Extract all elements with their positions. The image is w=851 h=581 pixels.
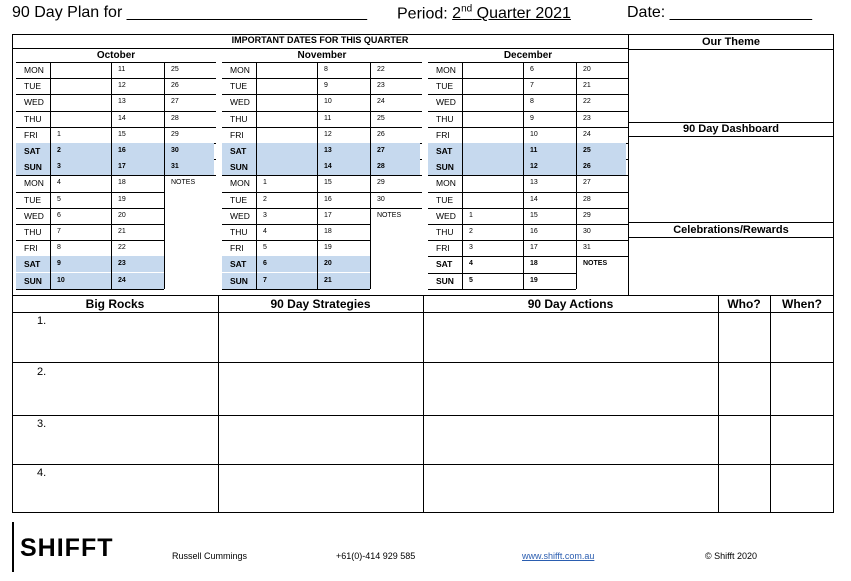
notes-label: NOTES bbox=[171, 179, 196, 187]
date-cell: 23 bbox=[118, 260, 126, 268]
calendar-row bbox=[222, 159, 422, 175]
weekend-shade bbox=[16, 159, 214, 175]
date-cell: 26 bbox=[171, 82, 179, 90]
date-cell: 9 bbox=[324, 82, 328, 90]
date-value[interactable]: ________________ bbox=[669, 4, 813, 21]
date-cell: 29 bbox=[171, 130, 179, 138]
month-december bbox=[428, 49, 628, 295]
weekday-label: MON bbox=[24, 178, 44, 189]
calendar-row bbox=[222, 240, 422, 256]
plan-for-field bbox=[12, 4, 367, 22]
divider bbox=[423, 295, 424, 513]
calendar-row bbox=[428, 62, 628, 78]
divider bbox=[256, 62, 257, 289]
period-ordinal: 2 bbox=[452, 5, 462, 23]
date-cell: 18 bbox=[324, 228, 332, 235]
calendar-row bbox=[428, 175, 628, 191]
weekday-label: FRI bbox=[24, 129, 38, 140]
divider bbox=[628, 34, 629, 296]
weekday-label: THU bbox=[230, 227, 248, 237]
date-cell: 4 bbox=[469, 260, 473, 268]
weekday-label: WED bbox=[230, 97, 250, 108]
date-cell: 11 bbox=[530, 147, 538, 154]
date-cell: 30 bbox=[583, 228, 591, 235]
weekday-label: FRI bbox=[230, 129, 244, 140]
calendar-row bbox=[222, 224, 422, 240]
weekday-label: SAT bbox=[230, 146, 247, 156]
date-cell: 12 bbox=[324, 130, 332, 138]
date-cell: 25 bbox=[171, 66, 179, 73]
logo-divider bbox=[12, 522, 14, 572]
date-cell: 15 bbox=[530, 211, 538, 219]
period-field bbox=[397, 4, 571, 23]
date-cell: 20 bbox=[324, 260, 332, 268]
weekday-label: FRI bbox=[436, 129, 450, 140]
date-cell: 26 bbox=[583, 163, 591, 171]
date-cell: 16 bbox=[324, 195, 332, 203]
calendar-row bbox=[428, 273, 628, 289]
calendar-row bbox=[16, 127, 216, 143]
weekday-label: SAT bbox=[436, 146, 453, 156]
calendar-row bbox=[428, 94, 628, 110]
footer-phone: +61(0)-414 929 585 bbox=[336, 551, 416, 561]
date-cell: 4 bbox=[57, 179, 61, 187]
date-cell: 12 bbox=[118, 82, 126, 90]
date-cell: 17 bbox=[530, 244, 538, 252]
divider bbox=[718, 295, 719, 513]
calendar-row bbox=[222, 273, 422, 289]
weekday-label: SUN bbox=[230, 275, 248, 286]
calendar-row bbox=[222, 111, 422, 127]
date-cell: 5 bbox=[57, 195, 61, 203]
period-ordinal-sup: nd bbox=[461, 4, 473, 15]
plan-for-value[interactable]: ___________________________ bbox=[126, 4, 367, 21]
date-cell: 18 bbox=[530, 260, 538, 268]
date-cell: 30 bbox=[377, 195, 385, 203]
calendar-row bbox=[16, 240, 216, 256]
date-cell: 15 bbox=[118, 130, 126, 138]
date-cell: 8 bbox=[324, 66, 328, 73]
date-cell: 24 bbox=[377, 98, 385, 106]
calendar-row bbox=[428, 240, 628, 256]
notes-label: NOTES bbox=[583, 260, 608, 268]
calendar-row bbox=[16, 192, 216, 208]
weekday-label: MON bbox=[436, 65, 456, 75]
weekday-label: THU bbox=[230, 113, 248, 124]
date-cell: 21 bbox=[583, 82, 591, 90]
weekday-label: SUN bbox=[436, 162, 454, 173]
weekday-label: THU bbox=[24, 113, 42, 124]
big-rock-number: 1. bbox=[37, 315, 47, 327]
calendar-row bbox=[16, 62, 216, 78]
date-cell: 20 bbox=[118, 211, 126, 219]
date-field bbox=[627, 4, 812, 22]
date-cell: 14 bbox=[324, 163, 332, 171]
date-cell: 13 bbox=[324, 147, 332, 154]
divider bbox=[218, 295, 219, 513]
date-cell: 9 bbox=[530, 114, 534, 122]
date-cell: 19 bbox=[118, 195, 126, 203]
date-cell: 21 bbox=[118, 228, 126, 235]
weekday-label: MON bbox=[24, 65, 44, 75]
date-cell: 28 bbox=[583, 195, 591, 203]
calendar-row bbox=[222, 127, 422, 143]
weekday-label: MON bbox=[436, 178, 456, 189]
date-cell: 8 bbox=[530, 98, 534, 106]
weekday-label: THU bbox=[436, 113, 454, 124]
date-cell: 25 bbox=[583, 147, 591, 154]
date-cell: 6 bbox=[57, 211, 61, 219]
weekday-label: TUE bbox=[436, 81, 453, 92]
calendar-row bbox=[428, 224, 628, 240]
actions-header: 90 Day Actions bbox=[527, 297, 614, 311]
calendar-row bbox=[16, 78, 216, 94]
month-name: November bbox=[297, 50, 347, 61]
date-cell: 31 bbox=[171, 163, 179, 171]
date-cell: 15 bbox=[324, 179, 332, 187]
date-cell: 3 bbox=[469, 244, 473, 252]
divider bbox=[576, 62, 577, 289]
date-cell: 24 bbox=[118, 276, 126, 284]
date-cell: 23 bbox=[583, 114, 591, 122]
shifft-logo: SHIFFT bbox=[20, 534, 114, 562]
date-label: Date: bbox=[627, 4, 666, 21]
notes-label: NOTES bbox=[377, 211, 402, 219]
weekday-label: THU bbox=[436, 227, 454, 237]
weekday-label: WED bbox=[436, 97, 456, 108]
divider bbox=[50, 62, 51, 289]
who-header: Who? bbox=[727, 297, 761, 311]
weekday-label: MON bbox=[230, 178, 250, 189]
dashboard-title: 90 Day Dashboard bbox=[683, 123, 779, 135]
date-cell: 5 bbox=[469, 276, 473, 284]
calendar-row bbox=[222, 192, 422, 208]
date-cell: 16 bbox=[530, 228, 538, 235]
divider bbox=[462, 62, 463, 289]
date-cell: 1 bbox=[57, 130, 61, 138]
month-name: December bbox=[503, 50, 553, 61]
date-cell: 1 bbox=[263, 179, 267, 187]
weekday-label: TUE bbox=[24, 81, 41, 92]
weekend-shade bbox=[222, 143, 420, 159]
period-label: Period: bbox=[397, 5, 448, 23]
month-november bbox=[222, 49, 422, 295]
divider bbox=[111, 62, 112, 289]
calendar-row bbox=[16, 208, 216, 224]
period-rest: Quarter 2021 bbox=[472, 5, 571, 23]
calendar-row bbox=[16, 159, 216, 175]
weekend-shade bbox=[428, 143, 626, 159]
date-cell: 27 bbox=[377, 147, 385, 154]
weekday-label: FRI bbox=[436, 243, 450, 254]
weekend-shade bbox=[16, 143, 214, 159]
calendar-row bbox=[222, 208, 422, 224]
date-cell: 9 bbox=[57, 260, 61, 268]
celebrations-title: Celebrations/Rewards bbox=[673, 224, 789, 236]
date-cell: 22 bbox=[118, 244, 126, 252]
calendar-row bbox=[222, 62, 422, 78]
divider bbox=[628, 49, 834, 50]
date-cell: 29 bbox=[377, 179, 385, 187]
date-cell: 8 bbox=[57, 244, 61, 252]
weekday-label: TUE bbox=[24, 194, 41, 205]
date-cell: 4 bbox=[263, 228, 267, 235]
date-cell: 5 bbox=[263, 244, 267, 252]
calendar-row bbox=[428, 192, 628, 208]
date-cell: 25 bbox=[377, 114, 385, 122]
period-value bbox=[452, 5, 571, 22]
date-cell: 26 bbox=[377, 130, 385, 138]
calendar-row bbox=[428, 208, 628, 224]
date-cell: 20 bbox=[583, 66, 591, 73]
calendar-row bbox=[428, 127, 628, 143]
calendar-row bbox=[222, 175, 422, 191]
calendar-row bbox=[428, 256, 628, 272]
weekday-label: SUN bbox=[24, 162, 42, 173]
our-theme-title: Our Theme bbox=[701, 36, 761, 48]
date-cell: 17 bbox=[118, 163, 126, 171]
weekday-label: THU bbox=[24, 227, 42, 237]
weekday-label: WED bbox=[24, 97, 44, 108]
date-cell: 22 bbox=[377, 66, 385, 73]
when-header: When? bbox=[782, 297, 822, 311]
month-october bbox=[16, 49, 216, 295]
big-rock-number: 4. bbox=[37, 467, 47, 479]
calendar-row bbox=[16, 111, 216, 127]
date-cell: 11 bbox=[324, 114, 332, 122]
calendar-row bbox=[16, 224, 216, 240]
calendar-row bbox=[16, 256, 216, 272]
date-cell: 30 bbox=[171, 147, 179, 154]
calendar-row bbox=[16, 143, 216, 159]
divider bbox=[222, 289, 370, 290]
big-rocks-header: Big Rocks bbox=[85, 297, 145, 311]
calendar-row bbox=[16, 94, 216, 110]
date-cell: 11 bbox=[118, 66, 126, 73]
footer-website-link[interactable]: www.shifft.com.au bbox=[522, 551, 595, 561]
divider bbox=[16, 289, 164, 290]
date-cell: 17 bbox=[324, 211, 332, 219]
calendar-row bbox=[428, 143, 628, 159]
date-cell: 2 bbox=[57, 147, 61, 154]
date-cell: 14 bbox=[530, 195, 538, 203]
weekend-shade bbox=[222, 159, 420, 175]
calendar-row bbox=[222, 78, 422, 94]
calendar-row bbox=[428, 159, 628, 175]
footer-copyright: © Shifft 2020 bbox=[705, 551, 758, 561]
calendar-row bbox=[16, 175, 216, 191]
weekday-label: FRI bbox=[230, 243, 244, 254]
calendar-title: IMPORTANT DATES FOR THIS QUARTER bbox=[231, 35, 409, 45]
calendar-row bbox=[428, 111, 628, 127]
big-rock-number: 3. bbox=[37, 418, 47, 430]
calendar-row bbox=[222, 256, 422, 272]
date-cell: 18 bbox=[118, 179, 126, 187]
date-cell: 6 bbox=[263, 260, 267, 268]
divider bbox=[317, 62, 318, 289]
divider bbox=[370, 62, 371, 289]
weekday-label: SAT bbox=[230, 259, 247, 270]
weekday-label: SAT bbox=[436, 259, 453, 270]
date-cell: 23 bbox=[377, 82, 385, 90]
date-cell: 27 bbox=[171, 98, 179, 106]
date-cell: 22 bbox=[583, 98, 591, 106]
date-cell: 19 bbox=[530, 276, 538, 284]
date-cell: 7 bbox=[530, 82, 534, 90]
date-cell: 1 bbox=[469, 211, 473, 219]
date-cell: 28 bbox=[377, 163, 385, 171]
weekday-label: WED bbox=[436, 210, 456, 221]
weekday-label: SUN bbox=[230, 162, 248, 173]
date-cell: 28 bbox=[171, 114, 179, 122]
date-cell: 29 bbox=[583, 211, 591, 219]
weekday-label: WED bbox=[24, 210, 44, 221]
calendar-row bbox=[16, 273, 216, 289]
date-cell: 10 bbox=[530, 130, 538, 138]
date-cell: 10 bbox=[57, 276, 65, 284]
date-cell: 24 bbox=[583, 130, 591, 138]
divider bbox=[164, 62, 165, 289]
weekend-shade bbox=[428, 159, 626, 175]
calendar-row bbox=[222, 143, 422, 159]
weekday-label: SAT bbox=[24, 146, 41, 156]
strategies-header: 90 Day Strategies bbox=[270, 297, 371, 311]
weekday-label: TUE bbox=[230, 194, 247, 205]
weekday-label: SAT bbox=[24, 259, 41, 270]
month-name: October bbox=[96, 50, 136, 61]
date-cell: 3 bbox=[263, 211, 267, 219]
date-cell: 16 bbox=[118, 147, 126, 154]
date-cell: 27 bbox=[583, 179, 591, 187]
date-cell: 6 bbox=[530, 66, 534, 73]
date-cell: 3 bbox=[57, 163, 61, 171]
calendar-row bbox=[428, 78, 628, 94]
weekday-label: MON bbox=[230, 65, 250, 75]
date-cell: 7 bbox=[263, 276, 267, 284]
divider bbox=[770, 295, 771, 513]
date-cell: 2 bbox=[469, 228, 473, 235]
date-cell: 31 bbox=[583, 244, 591, 252]
weekday-label: TUE bbox=[436, 194, 453, 205]
footer-name: Russell Cummings bbox=[172, 551, 248, 561]
weekday-label: TUE bbox=[230, 81, 247, 92]
weekday-label: SUN bbox=[436, 275, 454, 286]
weekday-label: WED bbox=[230, 210, 250, 221]
weekday-label: FRI bbox=[24, 243, 38, 254]
divider bbox=[428, 289, 576, 290]
date-cell: 12 bbox=[530, 163, 538, 171]
date-cell: 21 bbox=[324, 276, 332, 284]
date-cell: 7 bbox=[57, 228, 61, 235]
divider bbox=[523, 62, 524, 289]
plan-for-label: 90 Day Plan for bbox=[12, 4, 123, 21]
big-rock-number: 2. bbox=[37, 366, 47, 378]
date-cell: 13 bbox=[530, 179, 538, 187]
weekday-label: SUN bbox=[24, 275, 42, 286]
date-cell: 19 bbox=[324, 244, 332, 252]
date-cell: 2 bbox=[263, 195, 267, 203]
date-cell: 10 bbox=[324, 98, 332, 106]
calendar-row bbox=[222, 94, 422, 110]
date-cell: 13 bbox=[118, 98, 126, 106]
date-cell: 14 bbox=[118, 114, 126, 122]
